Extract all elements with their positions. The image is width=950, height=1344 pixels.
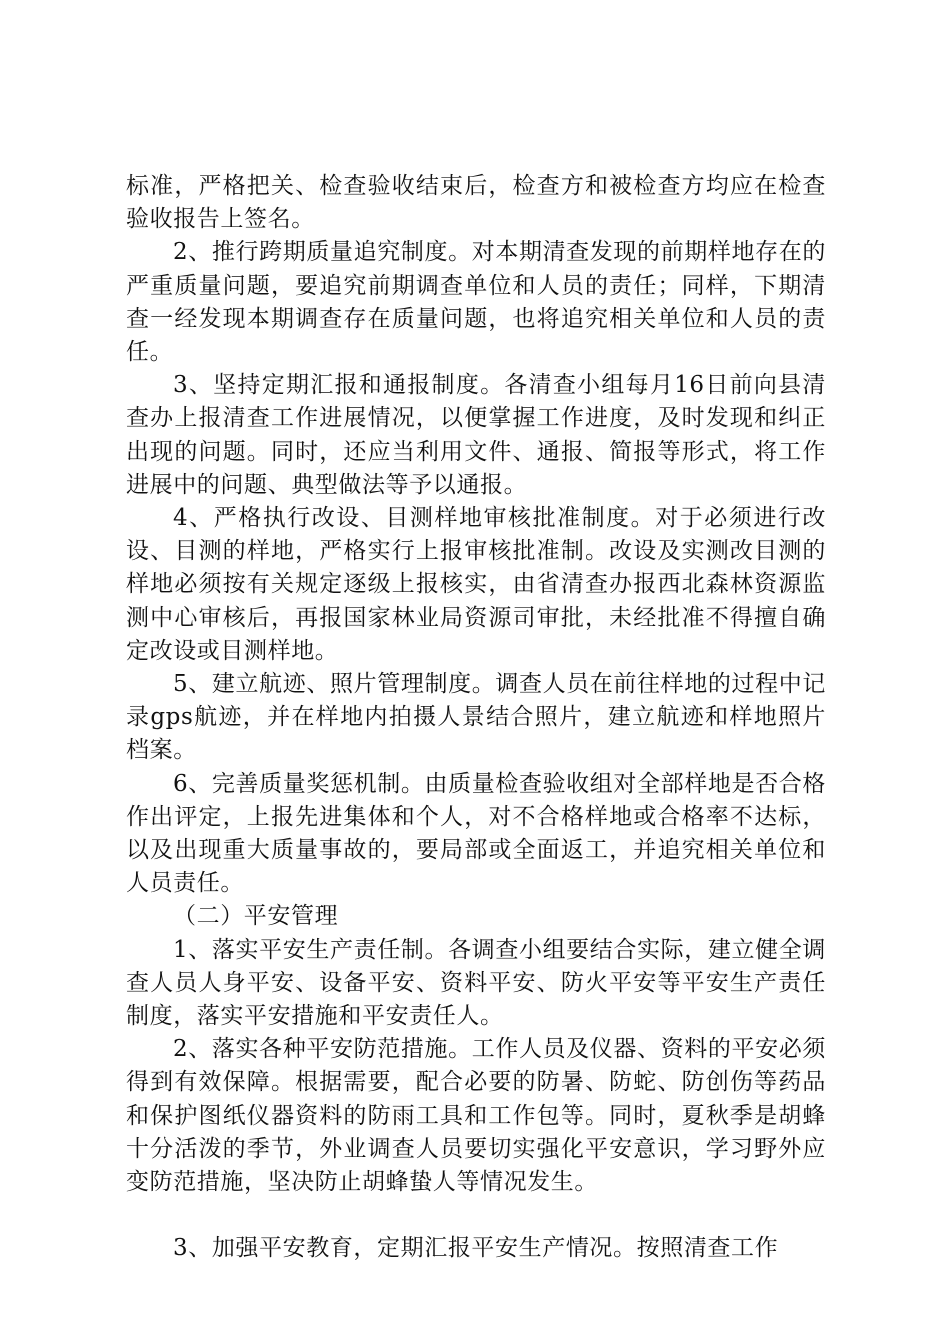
paragraph-item-2: 2、推行跨期质量追究制度。对本期清查发现的前期样地存在的严重质量问题，要追究前期调查单位和人员的责任；同样，下期清查一经发现本期调查存在质量问题，也将追究相关单位和人员的责任。	[126, 239, 826, 366]
paragraph-safety-3: 3、加强平安教育，定期汇报平安生产情况。按照清查工作	[173, 1235, 779, 1262]
paragraph-safety-1: 1、落实平安生产责任制。各调查小组要结合实际，建立健全调查人员人身平安、设备平安、资料平安、防火平安等平安生产责任制度，落实平安措施和平安责任人。	[126, 936, 826, 1030]
paragraph-safety-2: 2、落实各种平安防范措施。工作人员及仪器、资料的平安必须得到有效保障。根据需要，配合必要的防暑、防蛇、防创伤等药品和保护图纸仪器资料的防雨工具和工作包等。同时，夏秋季是胡蜂十分活泼的季节，外业调查人员要切实强化平安意识，学习野外应变防范措施，坚决防止胡蜂蛰人等情况发生。	[126, 1036, 826, 1196]
paragraph-item-6: 6、完善质量奖惩机制。由质量检查验收组对全部样地是否合格作出评定，上报先进集体和个人，对不合格样地或合格率不达标，以及出现重大质量事故的，要局部或全面返工，并追究相关单位和人员责任。	[126, 770, 826, 897]
paragraph-item-5: 5、建立航迹、照片管理制度。调查人员在前往样地的过程中记录gps航迹，并在样地内拍摄人景结合照片，建立航迹和样地照片档案。	[126, 671, 826, 764]
section-heading-safety: （二）平安管理	[173, 903, 339, 930]
paragraph-continuation: 标准，严格把关、检查验收结束后，检查方和被检查方均应在检查验收报告上签名。	[126, 173, 826, 233]
paragraph-item-4: 4、严格执行改设、目测样地审核批准制度。对于必须进行改设、目测的样地，严格实行上报审核批准制。改设及实测改目测的样地必须按有关规定逐级上报核实，由省清查办报西北森林资源监测中心审核后，再报国家林业局资源司审批，未经批准不得擅自确定改设或目测样地。	[126, 505, 826, 664]
document-body	[126, 170, 826, 1266]
paragraph-item-3: 3、坚持定期汇报和通报制度。各清查小组每月16日前向县清查办上报清查工作进展情况，以便掌握工作进度，及时发现和纠正出现的问题。同时，还应当利用文件、通报、简报等形式，将工作进展中的问题、典型做法等予以通报。	[126, 372, 826, 498]
